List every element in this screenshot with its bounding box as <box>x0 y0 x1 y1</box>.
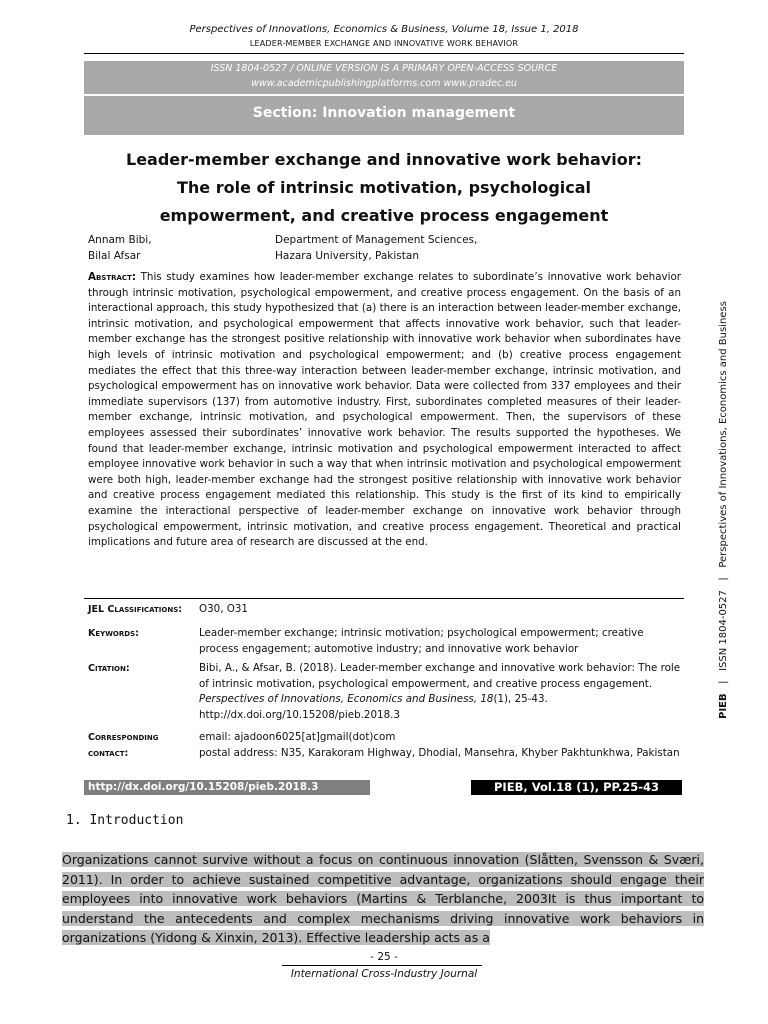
section-label: Section: Innovation management <box>252 105 516 121</box>
contact-label <box>88 730 159 761</box>
header-banner <box>84 61 684 135</box>
running-title: LEADER-MEMBER EXCHANGE AND INNOVATIVE WORK BEHAVIOR <box>249 39 519 48</box>
introduction-text: Organizations cannot survive without a focus on continuous innovation (Slåtten, Svensson & Sværi, 2011). In order to achieve sustained competitive advantage, organizations should engage their employees into innovative work behaviors (Martins & Terblanche, 2003It is thus important to understand the antecedents and complex mechanisms driving innovative work behaviors in organizations (Yidong & Xinxin, 2013). Effective leadership acts as a <box>62 852 704 945</box>
title-line-3: empowerment, and creative process engagement <box>159 206 609 225</box>
affiliation <box>275 232 477 264</box>
side-issn: ISSN 1804-0527 <box>718 590 729 671</box>
author-2: Bilal Afsar <box>88 250 141 262</box>
citation-text: Bibi, A., & Afsar, B. (2018). Leader-member exchange and innovative work behavior: The role of intrinsic motivation, psychological empowerment, and creative process engagement. <box>199 662 681 690</box>
affiliation-line-1: Department of Management Sciences, <box>275 234 478 246</box>
pieb-volume-bar: PIEB, Vol.18 (1), PP.25-43 <box>471 780 682 795</box>
citation-doi-link[interactable]: http://dx.doi.org/10.15208/pieb.2018.3 <box>199 708 400 721</box>
citation-label: Citation: <box>88 663 130 674</box>
article-title <box>84 146 684 230</box>
affiliation-line-2: Hazara University, Pakistan <box>275 250 419 262</box>
contact-email[interactable]: email: ajadoon6025[at]gmail(dot)com <box>199 731 396 743</box>
side-banner-text: PIEB | ISSN 1804-0527 | Perspectives of Innovations, Economics and Business <box>718 301 729 719</box>
doi-link-bar[interactable]: http://dx.doi.org/10.15208/pieb.2018.3 <box>84 780 370 795</box>
banner-divider <box>84 94 684 96</box>
page-number: - 25 - <box>370 951 398 963</box>
abstract <box>88 270 681 551</box>
keywords-value: Leader-member exchange; intrinsic motivation; psychological empowerment; creative process engagement; automotive industry; and innovative work behavior <box>199 627 644 655</box>
journal-header: Perspectives of Innovations, Economics & Business, Volume 18, Issue 1, 2018 <box>189 24 579 35</box>
abstract-label: Abstract: <box>88 271 136 283</box>
citation-journal: Perspectives of Innovations, Economics and Business, <box>199 693 478 705</box>
jel-label: JEL Classifications: <box>88 604 183 615</box>
author-list <box>88 232 152 264</box>
side-pieb: PIEB <box>718 693 729 719</box>
author-1: Annam Bibi, <box>88 234 152 246</box>
citation-value <box>199 661 683 723</box>
side-journal: Perspectives of Innovations, Economics and Business <box>718 301 729 568</box>
introduction-body <box>62 850 704 948</box>
abstract-text: This study examines how leader-member exchange relates to subordinate’s innovative work behavior through intrinsic motivation, psychological empowerment, and creative process engagement. On the basis of an interactional approach, this study hypothesized that (a) there is an interaction between leader-member exchange, intrinsic motivation, and psychological empowerment that affects innovative work behavior, such that leader-member exchange has the strongest positive relationship with innovative work behavior when subordinates have high levels of intrinsic motivation and psychological empowerment; and (b) creative process engagement mediates the effect that this three-way interaction between leader-member exchange, intrinsic motivation, and psychological empowerment has on innovative work behavior. Data were collected from 337 employees and their immediate supervisors (137) from automotive industry. First, subordinates completed measures of their leader-member exchange, intrinsic motivation, and psychological empowerment. Then, the supervisors of these employees assessed their subordinates’ innovative work behavior. The results supported the hypotheses. We found that leader-member exchange, intrinsic motivation and psychological empowerment interacted to affect employee innovative work behavior in such a way that when intrinsic motivation and psychological empowerment were both high, leader-member exchange had the strongest positive relationship with innovative work behavior and creative process engagement mediated this relationship. This study is the first of its kind to empirically examine the interactional perspective of leader-member exchange on innovative work behavior through psychological empowerment, intrinsic motivation, and creative process engagement. Theoretical and practical implications and future area of research are discussed at the end. <box>88 271 681 549</box>
citation-pages: (1), 25-43. <box>493 693 548 705</box>
footer-rule <box>282 965 482 966</box>
side-banner <box>712 300 736 720</box>
header-rule <box>84 53 684 54</box>
title-line-1: Leader-member exchange and innovative work behavior: <box>126 150 642 169</box>
contact-label-line-1: Corresponding <box>88 732 159 743</box>
contact-value <box>199 730 683 761</box>
title-line-2: The role of intrinsic motivation, psychological <box>176 178 592 197</box>
introduction-heading: 1. Introduction <box>66 813 184 828</box>
citation-volume: 18 <box>480 693 494 705</box>
jel-value: O30, O31 <box>199 603 248 615</box>
keywords-label: Keywords: <box>88 628 139 639</box>
metadata-rule <box>84 598 684 599</box>
issn-line: ISSN 1804-0527 / ONLINE VERSION IS A PRIMARY OPEN-ACCESS SOURCE <box>210 63 558 74</box>
footer-journal: International Cross-Industry Journal <box>290 968 478 980</box>
contact-address: postal address: N35, Karakoram Highway, Dhodial, Mansehra, Khyber Pakhtunkhwa, Pakistan <box>199 746 680 759</box>
contact-label-line-2: contact: <box>88 747 129 759</box>
website-links: www.academicpublishingplatforms.com www.pradec.eu <box>251 78 517 89</box>
